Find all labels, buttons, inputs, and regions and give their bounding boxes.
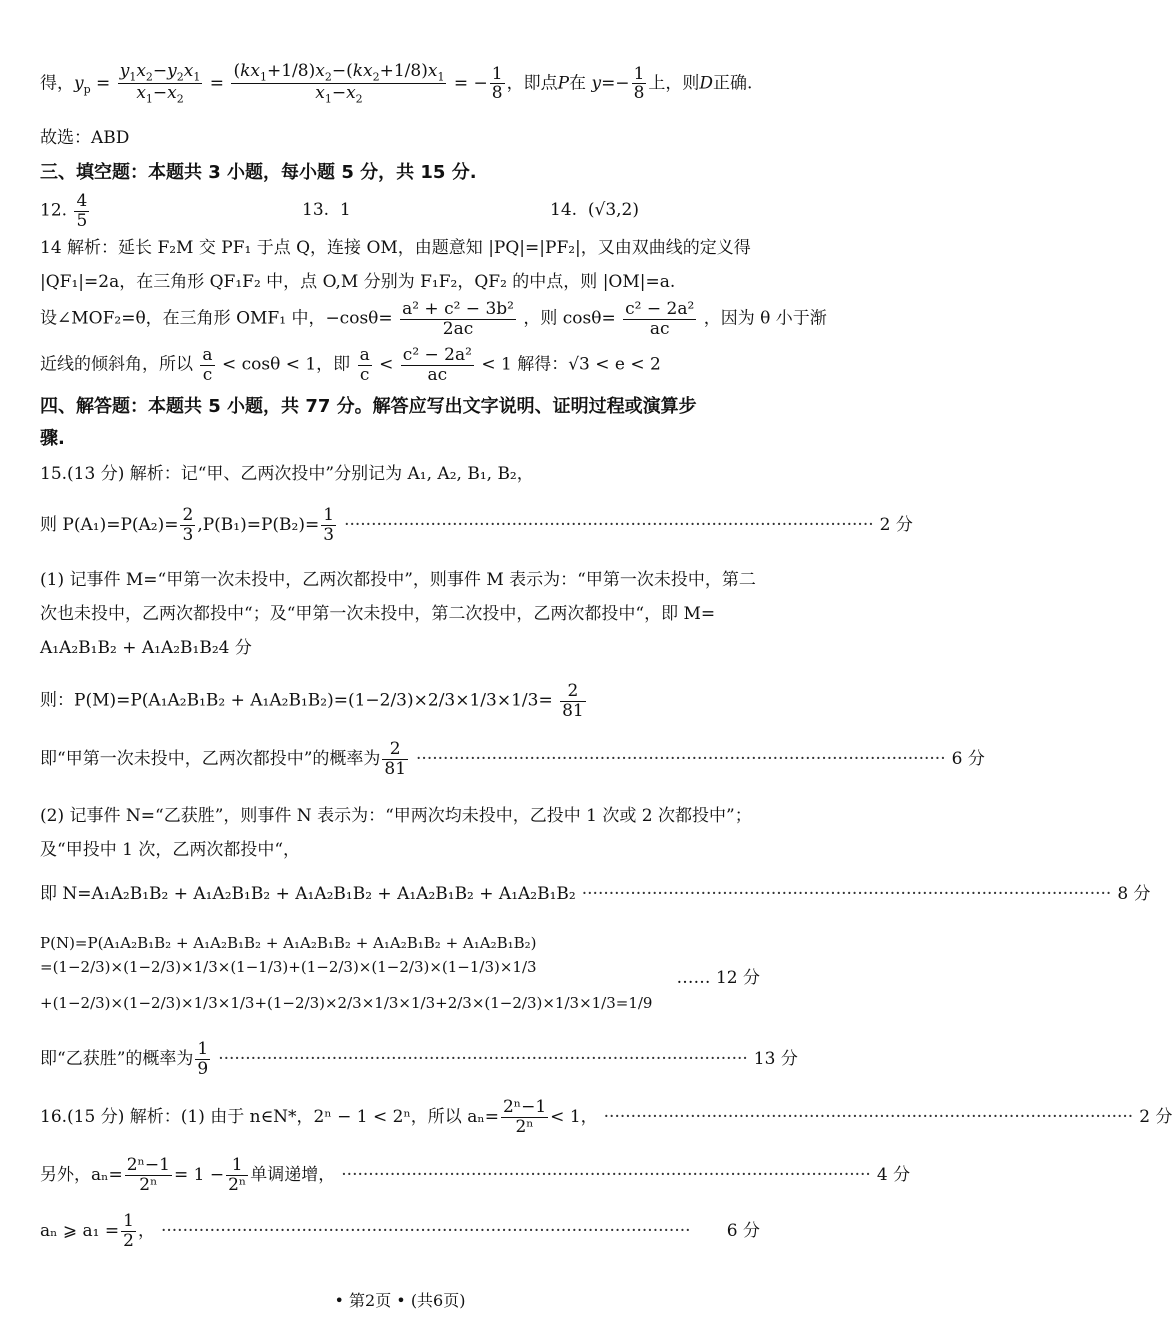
den: 9: [197, 1058, 209, 1079]
q15-prob: [40, 505, 913, 545]
text: 另外，aₙ=: [40, 1164, 123, 1185]
den: 2ⁿ: [515, 1116, 534, 1137]
answer-line: 故选：ABD: [40, 128, 130, 148]
score: 13 分: [753, 1048, 798, 1069]
num: 2: [382, 740, 408, 760]
var: P: [557, 73, 570, 94]
line-yp: 得，$y_p$ = $\frac{y_1x_2-y_2x_1}{x_1-x_2}$ = $\frac{(kx_1+1/8)x_2-(kx_2+1/8)x_1}{x_1-x_2}$ = − $\frac{1}{8}$ ，即点P在 y=− $\frac{1}{8}$ 上，则D正确.: [40, 61, 753, 106]
q15-p2-l2: 及“甲投中 1 次，乙两次都投中“，: [40, 840, 301, 860]
q15-p2-conclusion: [40, 1039, 798, 1079]
den: 5: [76, 210, 88, 231]
text: ，即点: [506, 73, 558, 94]
text: 即 N=A₁A₂B₁B₂ + A₁A₂B₁B₂ + A₁A₂B₁B₂ + A₁A₂B₁B₂ + A₁A₂B₁B₂: [40, 884, 576, 904]
text: 16.(15 分) 解析：(1) 由于 n∈N*，2ⁿ − 1 < 2ⁿ，所以 aₙ=: [40, 1106, 499, 1127]
num: 4: [76, 191, 88, 211]
text: aₙ ⩾ a₁ =: [40, 1220, 120, 1241]
answer-12: [40, 192, 91, 230]
text: ，因为 θ 小于渐: [703, 308, 827, 329]
text: 上，则: [648, 73, 700, 94]
leader-dots: ··································································································: [603, 1106, 1134, 1127]
den: 3: [323, 524, 335, 545]
den: 2ac: [442, 318, 474, 339]
num: 2ⁿ−1: [126, 1155, 170, 1175]
num: 1: [226, 1156, 248, 1176]
text: 正确.: [713, 73, 753, 94]
text: 即“乙获胜”的概率为: [40, 1048, 194, 1069]
text: ,P(B₁)=P(B₂)=: [197, 514, 320, 535]
text: 则 P(A₁)=P(A₂)=: [40, 514, 179, 535]
num: 2: [182, 505, 194, 525]
text: ，则 cosθ=: [523, 308, 616, 329]
leader-dots: ··································································································: [581, 884, 1112, 904]
section4-title-l1: 四、解答题：本题共 5 小题，共 77 分。解答应写出文字说明、证明过程或演算步: [40, 396, 697, 417]
den: 2ⁿ: [228, 1174, 247, 1195]
text: ，: [137, 1220, 155, 1241]
q15-p2-calc3: +(1−2/3)×(1−2/3)×1/3×1/3+(1−2/3)×2/3×1/3×1/3+2/3×(1−2/3)×1/3×1/3=1/9: [40, 994, 653, 1012]
den: 2ⁿ: [139, 1174, 158, 1195]
den: 81: [384, 758, 407, 779]
text: 设∠MOF₂=θ，在三角形 OMF₁ 中，−cosθ=: [40, 308, 393, 329]
q14-line1: 14 解析：延长 F₂M 交 PF₁ 于点 Q，连接 OM，由题意知 |PQ|=|PF₂|，又由双曲线的定义得: [40, 238, 751, 258]
q15-p1-calc: [40, 682, 760, 720]
score: 2 分: [879, 514, 913, 535]
num: 1: [123, 1211, 134, 1231]
den: ac: [427, 364, 448, 385]
section4-title-l2: 骤.: [40, 428, 65, 449]
score: 6 分: [951, 748, 985, 769]
text: 单调递增，: [250, 1164, 336, 1185]
q15-score4: …… 12 分: [676, 968, 760, 988]
text: < cosθ < 1，即: [221, 354, 351, 375]
num: a² + c² − 3b²: [402, 299, 514, 319]
num: a: [202, 345, 213, 365]
answer-13: [302, 200, 351, 220]
den: c: [202, 364, 213, 385]
score: 4 分: [876, 1164, 911, 1185]
q16-l1: [40, 1097, 1172, 1137]
num: 12.: [40, 200, 68, 221]
den: 81: [562, 700, 584, 721]
text: = 1 −: [173, 1164, 225, 1185]
q15-p2-l1: (2) 记事件 N=“乙获胜”，则事件 N 表示为：“甲两次均未投中，乙投中 1 次或 2 次都投中”；: [40, 806, 752, 826]
q15-p2-calc1: P(N)=P(A₁A₂B₁B₂ + A₁A₂B₁B₂ + A₁A₂B₁B₂ + A₁A₂B₁B₂ + A₁A₂B₁B₂): [40, 934, 537, 952]
q15-intro: 15.(13 分) 解析：记“甲、乙两次投中”分别记为 A₁, A₂, B₁, B₂，: [40, 464, 534, 484]
q15-p1-l1: (1) 记事件 M=“甲第一次未投中，乙两次都投中”，则事件 M 表示为：“甲第一次未投中，第二: [40, 570, 756, 590]
text: 得，: [40, 73, 74, 94]
score: 2 分: [1139, 1106, 1172, 1127]
q16-l2: [40, 1155, 911, 1195]
num: a: [359, 345, 370, 365]
text: 在: [569, 73, 587, 94]
den: c: [359, 364, 370, 385]
num: c² − 2a²: [625, 299, 695, 319]
num: 2: [560, 682, 586, 702]
score: 6 分: [726, 1220, 760, 1241]
den: 3: [182, 524, 194, 545]
text: 近线的倾斜角，所以: [40, 354, 193, 375]
q14-line2: |QF₁|=2a，在三角形 QF₁F₂ 中，点 O,M 分别为 F₁F₂，QF₂ 的中点，则 |OM|=a.: [40, 272, 676, 292]
page-footer: • 第2页 • (共6页): [334, 1291, 466, 1310]
den: ac: [649, 318, 670, 339]
q14-line3: [40, 299, 827, 339]
q14-line4: [40, 346, 760, 384]
num: 2ⁿ−1: [502, 1097, 547, 1117]
var: D: [699, 73, 714, 94]
text: 则：P(M)=P(A₁A₂B₁B₂ + A₁A₂B₁B₂)=(1−2/3)×2/3×1/3×1/3=: [40, 690, 553, 711]
num: 13.: [302, 200, 330, 220]
section3-title: 三、填空题：本题共 3 小题，每小题 5 分，共 15 分.: [40, 162, 477, 183]
q15-p2-l3: [40, 884, 1151, 904]
leader-dots: ··································································································: [416, 748, 946, 769]
num: 1: [197, 1039, 209, 1059]
val: (√3,2): [587, 200, 639, 220]
score: 8 分: [1117, 884, 1151, 904]
num: 1: [323, 505, 335, 525]
leader-dots: ··································································································: [160, 1220, 691, 1241]
q15-p2-calc2: =(1−2/3)×(1−2/3)×1/3×(1−1/3)+(1−2/3)×(1−2/3)×(1−1/3)×1/3: [40, 958, 537, 976]
q15-p1-conclusion: [40, 739, 985, 779]
text: 即“甲第一次未投中，乙两次都投中”的概率为: [40, 748, 381, 769]
q15-p1-l2: 次也未投中，乙两次都投中“；及“甲第一次未投中，第二次投中，乙两次都投中“，即 M=: [40, 604, 716, 624]
q15-p1-l3: A₁A₂B₁B₂ + A₁A₂B₁B₂4 分: [40, 638, 252, 658]
leader-dots: ··································································································: [218, 1048, 748, 1069]
text: < 1，: [550, 1106, 598, 1127]
leader-dots: ··································································································: [344, 514, 874, 535]
num: c² − 2a²: [402, 345, 472, 365]
answer-14: [550, 200, 639, 220]
val: 1: [339, 200, 351, 220]
q16-l3: [40, 1212, 760, 1250]
text: <: [379, 354, 394, 375]
num: 14.: [550, 200, 578, 220]
text: < 1 解得：√3 < e < 2: [481, 354, 661, 375]
den: 2: [123, 1230, 134, 1251]
leader-dots: ··································································································: [341, 1164, 871, 1185]
